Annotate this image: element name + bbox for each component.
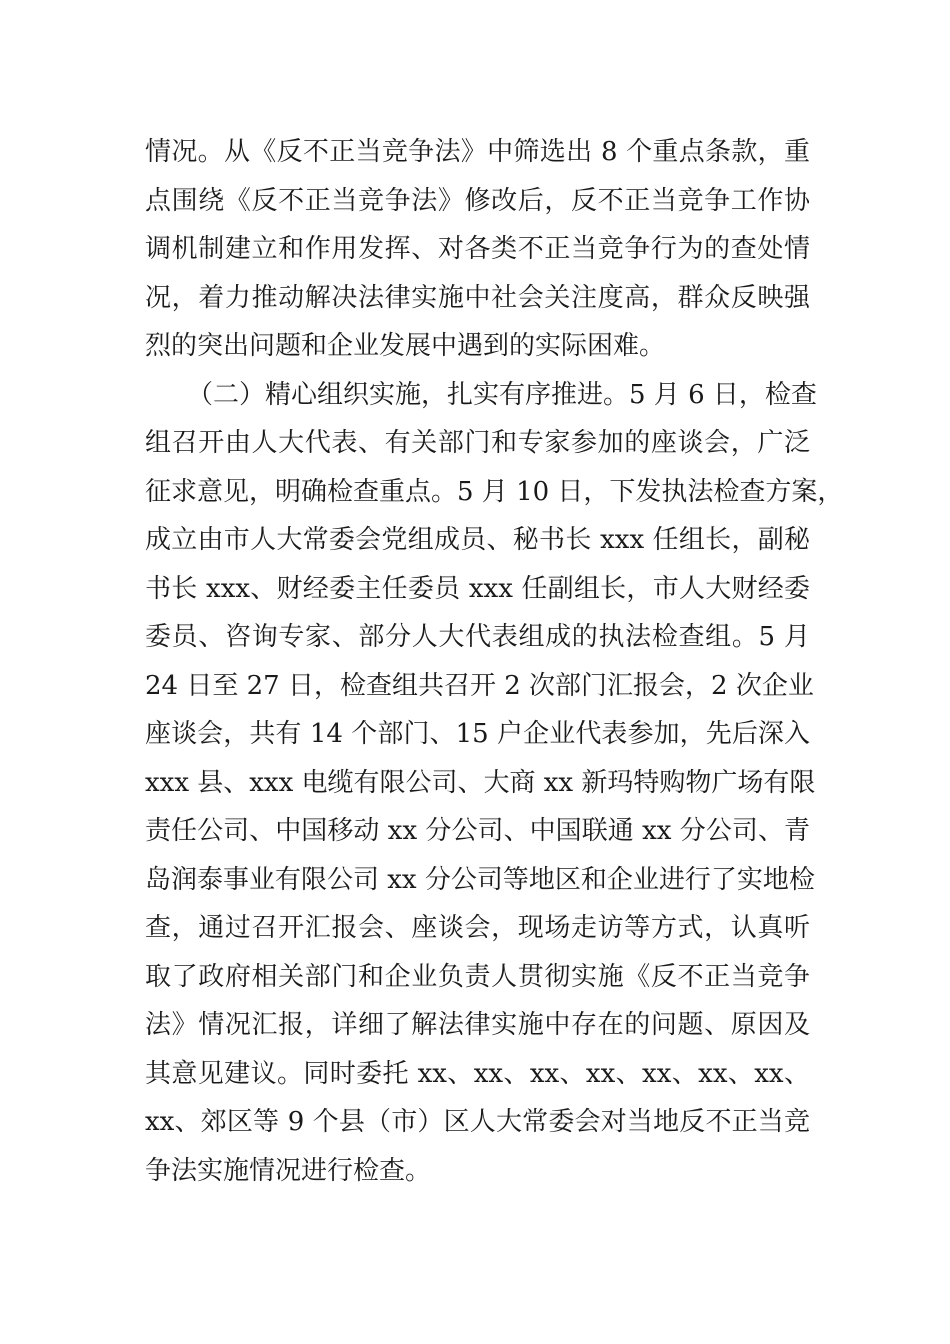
text-line: 取了政府相关部门和企业负责人贯彻实施《反不正当竞争 (145, 961, 810, 992)
text-line: 岛润泰事业有限公司 xx 分公司等地区和企业进行了实地检 (145, 864, 815, 895)
text-line: 成立由市人大常委会党组成员、秘书长 xxx 任组长，副秘 (145, 525, 810, 555)
text-line: （二）精心组织实施，扎实有序推进。5 月 6 日，检查 (187, 379, 817, 410)
text-line: 组召开由人大代表、有关部门和专家参加的座谈会，广泛 (145, 428, 810, 458)
text-line: 责任公司、中国移动 xx 分公司、中国联通 xx 分公司、青 (145, 816, 810, 846)
text-line: 法》情况汇报，详细了解法律实施中存在的问题、原因及 (145, 1010, 810, 1040)
text-line: 书长 xxx、财经委主任委员 xxx 任副组长，市人大财经委 (145, 573, 810, 604)
text-line: xxx 县、xxx 电缆有限公司、大商 xx 新玛特购物广场有限 (145, 767, 816, 798)
text-line: 座谈会，共有 14 个部门、15 户企业代表参加，先后深入 (145, 719, 810, 749)
text-line: 烈的突出问题和企业发展中遇到的实际困难。 (145, 331, 666, 361)
text-line: 点围绕《反不正当竞争法》修改后，反不正当竞争工作协 (145, 185, 810, 216)
text-line: 争法实施情况进行检查。 (145, 1155, 432, 1186)
text-line: 其意见建议。同时委托 xx、xx、xx、xx、xx、xx、xx、 (145, 1058, 810, 1089)
text-line: 委员、咨询专家、部分人大代表组成的执法检查组。5 月 (145, 622, 810, 652)
text-line: 征求意见，明确检查重点。5 月 10 日，下发执法检查方案， (145, 476, 844, 507)
text-line: 24 日至 27 日，检查组共召开 2 次部门汇报会，2 次企业 (145, 670, 814, 701)
text-line: xx、郊区等 9 个县（市）区人大常委会对当地反不正当竞 (145, 1107, 810, 1137)
text-line: 调机制建立和作用发挥、对各类不正当竞争行为的查处情 (145, 234, 810, 264)
body-text (145, 128, 844, 1195)
text-line: 查，通过召开汇报会、座谈会，现场走访等方式，认真听 (145, 913, 810, 943)
text-line: 情况。从《反不正当竞争法》中筛选出 8 个重点条款，重 (145, 137, 810, 167)
text-line: 况，着力推动解决法律实施中社会关注度高，群众反映强 (145, 282, 810, 313)
